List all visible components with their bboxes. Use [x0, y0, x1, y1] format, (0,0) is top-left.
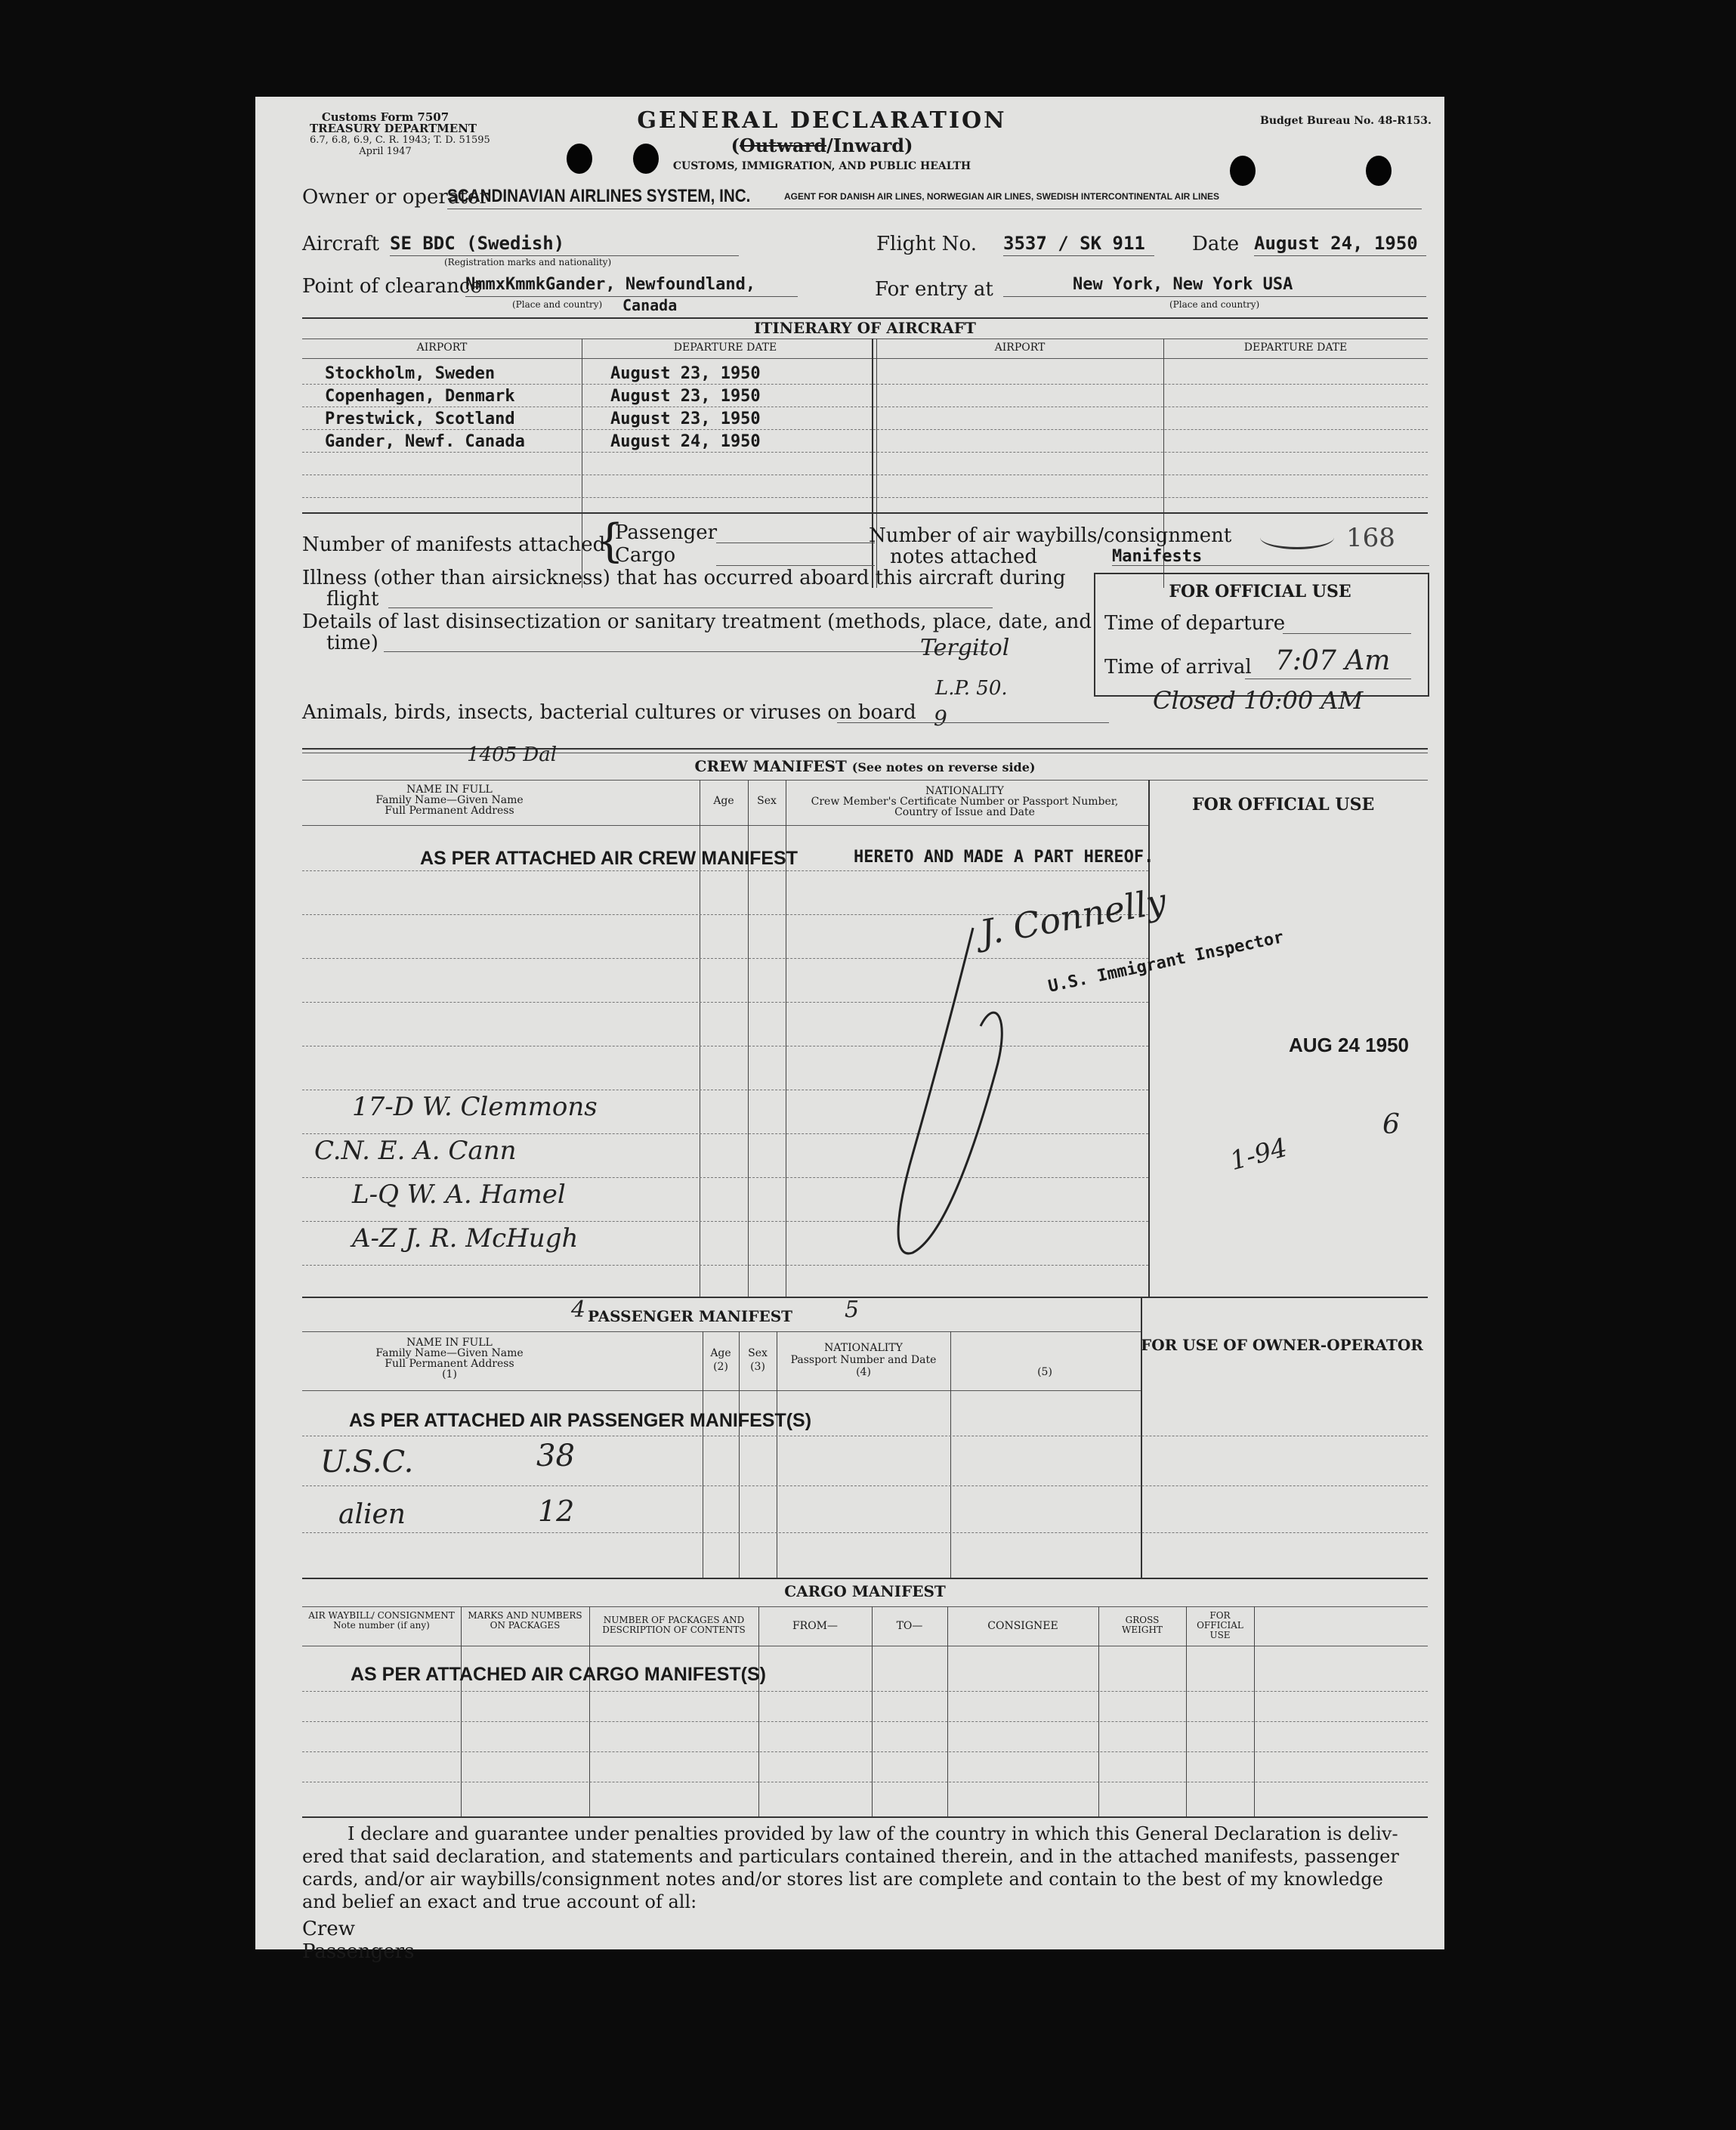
passenger-col-5: (5)	[1037, 1366, 1052, 1378]
cargo-title: CARGO MANIFEST	[784, 1582, 946, 1600]
crew-hand-line: 17-D W. Clemmons	[352, 1092, 598, 1122]
itinerary-dates	[610, 363, 761, 453]
flight-value: 3537 / SK 911	[1003, 233, 1145, 254]
itinerary-airports	[325, 363, 525, 453]
crew-col-sex: Sex	[757, 795, 777, 807]
owner-label: Owner or operator	[302, 186, 489, 209]
summary-passengers: Passengers	[302, 1940, 415, 1963]
aircraft-value: SE BDC (Swedish)	[390, 233, 565, 254]
passenger-col-sex-num: (3)	[750, 1361, 765, 1373]
passenger-col-name	[302, 1337, 597, 1380]
waybills-value: Manifests	[1112, 547, 1203, 566]
cargo-col-consignee: CONSIGNEE	[987, 1620, 1058, 1632]
passenger-manifest-label: Passenger	[615, 521, 718, 544]
manifest-count: 168	[1346, 523, 1395, 553]
passenger-col-age-label: Age	[710, 1347, 731, 1359]
inspector-signature-scrawl	[882, 905, 1139, 1283]
passenger-col-age	[703, 1346, 739, 1374]
cargo-col-packages: NUMBER OF PACKAGES AND DESCRIPTION OF CONTENTS	[602, 1615, 746, 1635]
entry-caption: (Place and country)	[1169, 299, 1260, 310]
time-departure-label: Time of departure	[1104, 612, 1286, 635]
itinerary-airport: Gander, Newf. Canada	[325, 432, 525, 451]
entry-label: For entry at	[875, 278, 993, 301]
disinsect-label-2: time)	[326, 632, 378, 654]
animals-label: Animals, birds, insects, bacterial cultures or viruses on board	[302, 701, 916, 724]
aircraft-caption: (Registration marks and nationality)	[444, 257, 612, 267]
itinerary-airport: Copenhagen, Denmark	[325, 387, 515, 406]
passenger-col-nat-2: Passport Number and Date	[790, 1354, 937, 1366]
punch-hole	[567, 144, 592, 174]
crew-hand-count-1: 1-94	[1227, 1132, 1291, 1177]
passenger-col-name-4: (1)	[442, 1368, 457, 1380]
illness-label-2: flight	[326, 588, 379, 611]
date-label: Date	[1192, 233, 1240, 255]
crew-col-age: Age	[713, 795, 734, 807]
owner-operator-use: FOR USE OF OWNER-OPERATOR	[1141, 1336, 1423, 1354]
passenger-col-sex	[739, 1346, 777, 1374]
passenger-col-name-3: Full Permanent Address	[385, 1358, 514, 1370]
issue-date: April 1947	[359, 146, 412, 157]
cargo-col-to: TO—	[896, 1620, 923, 1632]
crew-col-nat-2: Crew Member's Certificate Number or Passport Number,	[811, 796, 1119, 808]
clearance-label: Point of clearance	[302, 275, 482, 298]
passenger-col-name-2: Family Name—Given Name	[375, 1347, 524, 1359]
direction-outward: Outward	[739, 134, 826, 156]
crew-title-row	[302, 757, 1428, 775]
crew-hand-line: A-Z J. R. McHugh	[352, 1223, 579, 1254]
disinsect-label-1: Details of last disinsectization or sanitary treatment (methods, place, date, and	[302, 611, 1092, 633]
disinsect-handwritten-3: 9	[934, 706, 947, 731]
declaration-line: cards, and/or air waybills/consignment notes and/or stores list are complete and contain to the best of my knowledge	[302, 1869, 1383, 1890]
crew-col-name	[302, 784, 597, 816]
waybills-label-1: Number of air waybills/consignment	[869, 524, 1232, 547]
declaration-form	[255, 97, 1444, 1963]
crew-hand-count-2: 6	[1382, 1109, 1400, 1140]
itinerary-date: August 23, 1950	[610, 387, 761, 406]
crew-handwritten-list	[314, 1085, 598, 1260]
official-box-title: FOR OFFICIAL USE	[1169, 582, 1351, 601]
passenger-title: PASSENGER MANIFEST	[588, 1307, 793, 1325]
closed-value: Closed 10:00 AM	[1153, 686, 1364, 715]
department: TREASURY DEPARTMENT	[310, 122, 477, 135]
passenger-col-nationality	[777, 1342, 950, 1378]
illness-label-1: Illness (other than airsickness) that has occurred aboard this aircraft during	[302, 567, 1066, 589]
subtitle: CUSTOMS, IMMIGRATION, AND PUBLIC HEALTH	[672, 160, 971, 172]
form-id-block	[310, 110, 490, 157]
itinerary-col-departure-2: DEPARTURE DATE	[1243, 342, 1348, 354]
passenger-col-nat-1: NATIONALITY	[824, 1342, 903, 1354]
crew-typed: HERETO AND MADE A PART HEREOF.	[854, 848, 1154, 867]
passenger-stamp: AS PER ATTACHED AIR PASSENGER MANIFEST(S)	[349, 1410, 812, 1431]
disinsect-handwritten-2: L.P. 50.	[935, 677, 1008, 700]
flight-label: Flight No.	[876, 233, 977, 255]
brace: {	[595, 515, 625, 567]
clearance-country: Canada	[622, 296, 678, 314]
date-value: August 24, 1950	[1254, 233, 1418, 254]
passenger-hand-suffix: 5	[845, 1297, 860, 1323]
passenger-hand-prefix: 4	[571, 1297, 586, 1323]
itinerary-col-airport-2: AIRPORT	[994, 342, 1046, 354]
declaration-line: ered that said declaration, and statements and particulars contained therein, and in the attached manifests, passenger	[302, 1846, 1399, 1867]
crew-note: (See notes on reverse side)	[851, 760, 1036, 774]
passenger-col-age-num: (2)	[713, 1361, 728, 1373]
disinsect-handwritten: Tergitol	[920, 635, 1010, 661]
cargo-col-from: FROM—	[792, 1620, 839, 1632]
itinerary-date: August 23, 1950	[610, 364, 761, 383]
passenger-hand-alien: alien	[338, 1499, 406, 1530]
entry-value: New York, New York USA	[1073, 275, 1293, 294]
inspector-signature: J. Connelly	[977, 880, 1169, 954]
cargo-col-waybill: AIR WAYBILL/ CONSIGNMENT Note number (if any)	[308, 1610, 455, 1631]
cargo-col-marks: MARKS AND NUMBERS ON PACKAGES	[468, 1610, 582, 1631]
crew-col-name-2: Family Name—Given Name	[375, 794, 524, 806]
customs-form-number: Customs Form 7507	[321, 110, 449, 124]
direction: (Outward/Inward)	[731, 134, 913, 156]
passenger-hand-alien-count: 12	[538, 1495, 575, 1528]
hand-circle	[1260, 526, 1334, 549]
itinerary-airport: Stockholm, Sweden	[325, 364, 496, 383]
passenger-col-name-1: NAME IN FULL	[406, 1337, 493, 1349]
crew-col-name-1: NAME IN FULL	[406, 784, 493, 796]
summary-crew: Crew	[302, 1918, 355, 1940]
clearance-value: NmmxKmmkGander, Newfoundland,	[465, 275, 756, 294]
inspector-title: U.S. Immigrant Inspector	[1046, 928, 1286, 997]
itinerary-date: August 23, 1950	[610, 410, 761, 428]
owner-agent-note: AGENT FOR DANISH AIR LINES, NORWEGIAN AIR LINES, SWEDISH INTERCONTINENTAL AIR LINES	[784, 191, 1220, 202]
crew-stamp-date: AUG 24 1950	[1289, 1034, 1409, 1056]
owner-value: SCANDINAVIAN AIRLINES SYSTEM, INC.	[447, 186, 751, 206]
crew-col-name-3: Full Permanent Address	[385, 805, 514, 817]
cargo-manifest-label: Cargo	[615, 544, 676, 567]
waybills-label-2: notes attached	[890, 546, 1038, 568]
passenger-col-nat-num: (4)	[856, 1366, 871, 1378]
time-arrival-label: Time of arrival	[1104, 656, 1252, 679]
crew-handwritten-top: 1405 Dal	[467, 743, 558, 766]
passenger-col-sex-label: Sex	[748, 1347, 768, 1359]
punch-hole	[1366, 156, 1392, 186]
budget-bureau: Budget Bureau No. 48-R153.	[1260, 115, 1432, 127]
crew-hand-line: C.N. E. A. Cann	[314, 1136, 517, 1166]
crew-official-use: FOR OFFICIAL USE	[1192, 795, 1375, 815]
crew-col-nationality	[786, 786, 1144, 818]
aircraft-label: Aircraft	[302, 233, 380, 255]
passenger-hand-usc: U.S.C.	[320, 1445, 414, 1479]
passenger-hand-usc-count: 38	[536, 1439, 575, 1473]
page-title: GENERAL DECLARATION	[637, 107, 1007, 134]
punch-hole	[1230, 156, 1256, 186]
crew-col-nat-1: NATIONALITY	[925, 785, 1004, 797]
itinerary-title: ITINERARY OF AIRCRAFT	[754, 319, 976, 337]
cargo-col-weight: GROSS WEIGHT	[1122, 1615, 1163, 1635]
itinerary-airport: Prestwick, Scotland	[325, 410, 515, 428]
crew-hand-line: L-Q W. A. Hamel	[352, 1179, 566, 1210]
cargo-col-official: FOR OFFICIAL USE	[1197, 1610, 1243, 1640]
regulations: 6.7, 6.8, 6.9, C. R. 1943; T. D. 51595	[310, 134, 490, 146]
declaration-text	[302, 1822, 1399, 1913]
declaration-line: I declare and guarantee under penalties provided by law of the country in which this General Declaration is deliv-	[348, 1823, 1398, 1844]
direction-inward: /Inward)	[826, 134, 913, 156]
itinerary-col-departure: DEPARTURE DATE	[673, 342, 777, 354]
itinerary-col-airport: AIRPORT	[416, 342, 468, 354]
declaration-line: and belief an exact and true account of all:	[302, 1891, 697, 1912]
crew-stamp: AS PER ATTACHED AIR CREW MANIFEST	[420, 848, 798, 869]
clearance-caption: (Place and country)	[512, 299, 603, 310]
cargo-stamp: AS PER ATTACHED AIR CARGO MANIFEST(S)	[351, 1664, 766, 1685]
manifests-label: Number of manifests attached	[302, 533, 606, 556]
crew-title: CREW MANIFEST	[694, 757, 847, 775]
time-arrival-value: 7:07 Am	[1275, 645, 1391, 676]
itinerary-date: August 24, 1950	[610, 432, 761, 451]
crew-col-nat-3: Country of Issue and Date	[894, 806, 1035, 818]
summary-categories	[302, 1918, 414, 1963]
